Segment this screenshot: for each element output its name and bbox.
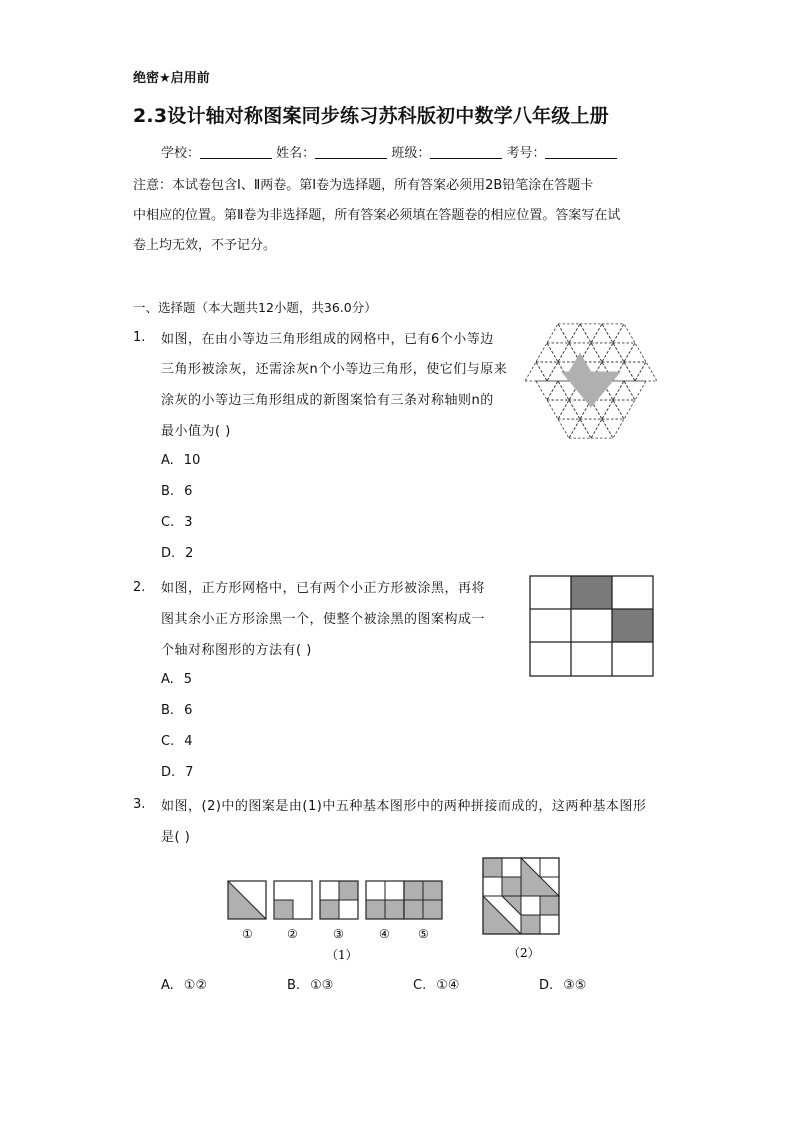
grid-triangle — [580, 419, 602, 438]
question-2-option-b[interactable] — [161, 703, 192, 718]
option-letter: D. — [161, 765, 176, 780]
school-blank[interactable] — [200, 146, 272, 159]
option-letter: C. — [161, 515, 175, 530]
question-1-line-4: 最小值为( ) — [161, 424, 231, 439]
question-2-option-c[interactable] — [161, 734, 193, 749]
shape-label-3: ③ — [333, 927, 344, 941]
option-letter: A. — [161, 453, 174, 468]
dark-cell — [612, 609, 653, 642]
grid-triangle — [547, 381, 569, 400]
option-value: 6 — [184, 703, 193, 718]
notice-line-3: 卷上均无效，不予记分。 — [133, 238, 277, 253]
basic-shape-3 — [320, 881, 358, 919]
grid-triangle — [547, 400, 569, 419]
question-3-line-1: 如图，(2)中的图案是由(1)中五种基本图形中的两种拼接而成的，这两种基本图形 — [161, 799, 647, 814]
square-grid-figure — [529, 575, 655, 678]
grid-triangle — [525, 362, 547, 381]
grid-triangle — [547, 324, 569, 343]
section-title: 一、选择题（本大题共12小题，共36.0分） — [133, 300, 377, 315]
question-1-number: 1. — [133, 330, 146, 345]
option-letter: C. — [413, 978, 427, 993]
basic-shape-5 — [404, 881, 442, 919]
grid-triangle — [624, 343, 646, 362]
grid-triangle — [613, 400, 635, 419]
grid-triangle — [580, 324, 602, 343]
grid-triangle — [635, 362, 657, 381]
option-value: ①② — [183, 978, 208, 993]
grid-triangle — [602, 419, 624, 438]
basic-shape-2 — [274, 881, 312, 919]
basic-shape-4 — [366, 881, 404, 919]
basic-shapes-figure — [224, 876, 444, 966]
question-2-number: 2. — [133, 580, 146, 595]
question-3-number: 3. — [133, 797, 146, 812]
grid-triangle — [613, 381, 635, 400]
class-blank[interactable] — [430, 146, 502, 159]
question-1-option-b[interactable] — [161, 484, 192, 499]
option-value: ③⑤ — [563, 978, 587, 993]
question-1-line-2: 三角形被涂灰，还需涂灰n个小等边三角形，使它们与原来 — [161, 362, 508, 377]
grid-triangle — [591, 343, 613, 362]
question-1-option-d[interactable] — [161, 546, 193, 561]
question-3-option-a[interactable] — [161, 978, 207, 993]
basic-shape-1 — [228, 881, 266, 919]
question-2-line-3: 个轴对称图形的方法有( ) — [161, 643, 312, 658]
grid-triangle — [569, 324, 591, 343]
school-field-label: 学校： — [161, 146, 201, 161]
grid-triangle — [591, 324, 613, 343]
notice-line-1: 注意：本试卷包含Ⅰ、Ⅱ两卷。第Ⅰ卷为选择题，所有答案必须用2B铅笔涂在答题卡 — [133, 178, 594, 193]
exam-number-blank[interactable] — [545, 146, 617, 159]
grid-triangle — [624, 362, 646, 381]
figure-2-caption: （2） — [508, 946, 540, 960]
grid-triangle — [624, 381, 646, 400]
grid-triangle — [547, 343, 569, 362]
question-3-option-d[interactable] — [539, 978, 586, 993]
option-value: ①③ — [310, 978, 334, 993]
option-letter: D. — [161, 546, 176, 561]
grid-triangle — [602, 400, 624, 419]
option-value: 7 — [185, 765, 194, 780]
question-1-option-a[interactable] — [161, 453, 200, 468]
dark-cell — [571, 576, 612, 609]
question-1-line-1: 如图，在由小等边三角形组成的网格中，已有6个小等边 — [161, 332, 494, 347]
question-2-option-d[interactable] — [161, 765, 193, 780]
question-3-option-c[interactable] — [413, 978, 460, 993]
grid-triangle — [558, 400, 580, 419]
triangle-grid-figure — [524, 322, 658, 440]
grid-triangle — [569, 419, 591, 438]
option-letter: B. — [287, 978, 301, 993]
grid-triangle — [558, 419, 580, 438]
shape-label-4: ④ — [379, 927, 390, 941]
secret-label: 绝密★启用前 — [133, 71, 210, 86]
question-1-option-c[interactable] — [161, 515, 193, 530]
option-value: 10 — [183, 453, 201, 468]
class-field-label: 班级： — [391, 146, 431, 161]
option-letter: A. — [161, 978, 174, 993]
notice-line-2: 中相应的位置。第Ⅱ卷为非选择题，所有答案必须填在答题卷的相应位置。答案写在试 — [133, 208, 621, 223]
option-value: 5 — [183, 672, 193, 687]
exam-number-field-label: 考号： — [506, 146, 546, 161]
grid-triangle — [536, 343, 558, 362]
option-value: 4 — [184, 734, 193, 749]
option-letter: D. — [539, 978, 554, 993]
grid-triangle — [558, 324, 580, 343]
option-letter: B. — [161, 484, 175, 499]
option-letter: A. — [161, 672, 174, 687]
question-2-line-1: 如图，正方形网格中，已有两个小正方形被涂黑，再将 — [161, 581, 486, 596]
name-blank[interactable] — [315, 146, 387, 159]
student-info-row — [161, 142, 617, 161]
question-3-line-2: 是( ) — [161, 830, 191, 845]
option-value: 3 — [184, 515, 193, 530]
option-letter: B. — [161, 703, 175, 718]
question-2-line-2: 图其余小正方形涂黑一个，使整个被涂黑的图案构成一 — [161, 612, 486, 627]
grid-triangle — [602, 324, 624, 343]
option-value: 2 — [185, 546, 194, 561]
option-letter: C. — [161, 734, 175, 749]
name-field-label: 姓名： — [276, 146, 316, 161]
grid-triangle — [536, 362, 558, 381]
option-value: 6 — [184, 484, 193, 499]
shape-label-5: ⑤ — [418, 927, 429, 941]
grid-triangle — [591, 419, 613, 438]
page-title: 2.3设计轴对称图案同步练习苏科版初中数学八年级上册 — [133, 105, 609, 127]
option-value: ①④ — [436, 978, 460, 993]
grid-triangle — [613, 343, 635, 362]
figure-1-caption: （1） — [326, 948, 358, 962]
question-2-option-a[interactable] — [161, 672, 192, 687]
grid-triangle — [536, 381, 558, 400]
composite-pattern-figure — [480, 855, 564, 965]
question-3-option-b[interactable] — [287, 978, 333, 993]
shape-label-1: ① — [242, 927, 253, 941]
shape-label-2: ② — [287, 927, 298, 941]
grid-triangle — [613, 324, 635, 343]
grid-triangle — [602, 343, 624, 362]
question-1-line-3: 涂灰的小等边三角形组成的新图案恰有三条对称轴则n的 — [161, 393, 494, 408]
